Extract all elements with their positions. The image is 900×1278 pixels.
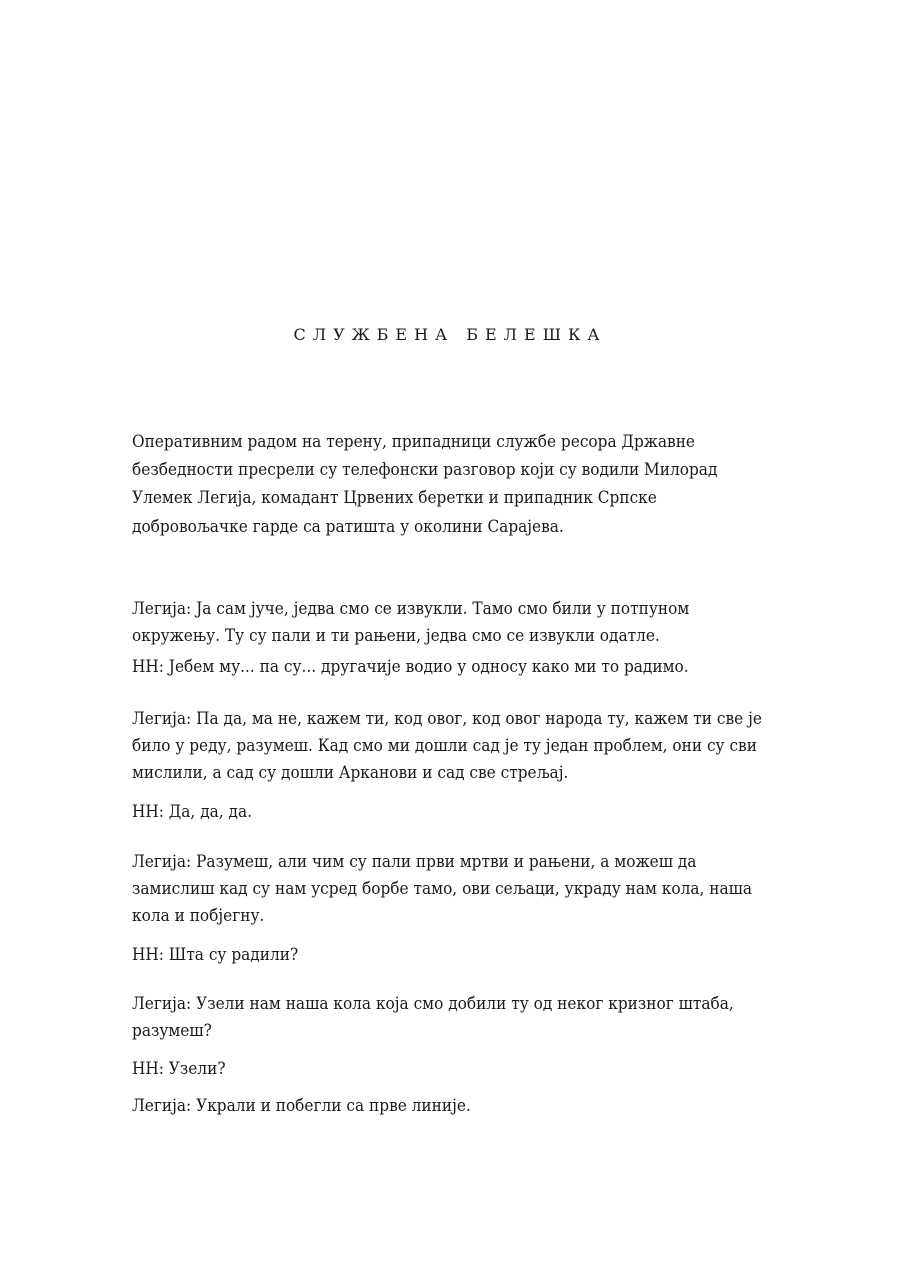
text-line: НН: Узели? xyxy=(132,1059,226,1078)
text-line: било у реду, разумеш. Кад смо ми дошли сад је ту један проблем, они су сви xyxy=(132,736,757,755)
text-line: НН: Да, да, да. xyxy=(132,802,253,821)
text-line: Легија: Украли и побегли са прве линије. xyxy=(132,1096,471,1115)
text-line: мислили, а сад су дошли Арканови и сад све стрељај. xyxy=(132,763,569,782)
text-line: НН: Шта су радили? xyxy=(132,945,299,964)
text-line: разумеш? xyxy=(132,1021,212,1040)
document-title: СЛУЖБЕНА БЕЛЕШКА xyxy=(293,325,607,344)
text-line: Оперативним радом на терену, припадници службе ресора Државне xyxy=(132,432,696,451)
text-line: Легија: Узели нам наша кола која смо добили ту од неког кризног штаба, xyxy=(132,994,734,1013)
text-line: Улемек Легија, комадант Црвених беретки и припадник Српске xyxy=(132,488,657,507)
text-line: безбедности пресрели су телефонски разговор који су водили Милорад xyxy=(132,460,718,479)
text-line: добровољачке гарде са ратишта у околини Сарајева. xyxy=(132,517,564,536)
text-line: Легија: Ја сам јуче, једва смо се извукли. Тамо смо били у потпуном xyxy=(132,599,690,618)
text-line: Легија: Па да, ма не, кажем ти, код овог, код овог народа ту, кажем ти све је xyxy=(132,709,762,728)
text-line: кола и побјегну. xyxy=(132,906,265,925)
text-line: Легија: Разумеш, али чим су пали први мртви и рањени, а можеш да xyxy=(132,852,697,871)
text-line: НН: Јебем му... па су... другачије водио у односу како ми то радимо. xyxy=(132,657,689,676)
text-line: окружењу. Ту су пали и ти рањени, једва смо се извукли одатле. xyxy=(132,626,660,645)
text-line: замислиш кад су нам усред борбе тамо, ови сељаци, украду нам кола, наша xyxy=(132,879,753,898)
